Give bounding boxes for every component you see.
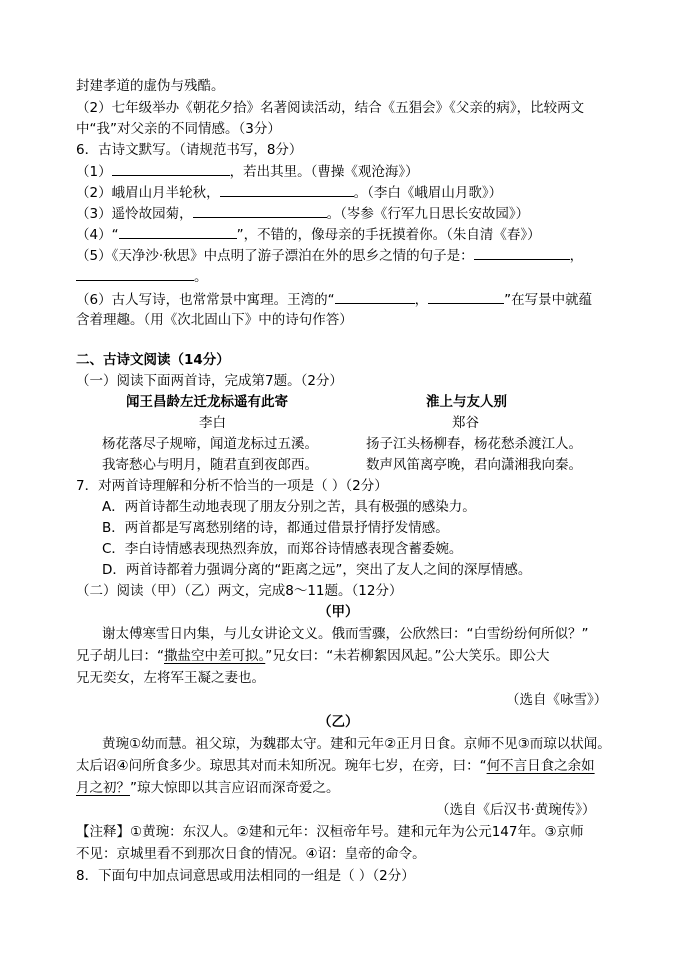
- poem1-line: 我寄愁心与明月，随君直到夜郎西。: [102, 457, 318, 473]
- underlined-sentence: 何不言日食之余如: [486, 758, 595, 774]
- text-line: （2）七年级举办《朝花夕拾》名著阅读活动，结合《五猖会》《父亲的病》，比较两文: [76, 100, 585, 116]
- part-2-heading: （二）阅读（甲）（乙）两文，完成8～11题。（12分）: [76, 583, 403, 599]
- poem1-author: 李白: [199, 415, 226, 431]
- text: （3）遥怜故园菊，: [76, 206, 193, 222]
- poem2-line: 数声风笛离亭晚，君向潇湘我向秦。: [366, 457, 582, 473]
- option-d: D．两首诗都着力强调分离的“距离之远”，突出了友人之间的深厚情感。: [102, 562, 532, 578]
- option-c: C．李白诗情感表现热烈奔放，而郑谷诗情感表现含蓄委婉。: [102, 541, 463, 557]
- answer-blank[interactable]: [428, 289, 504, 304]
- text-jia-line: [76, 646, 549, 666]
- poem2-author: 郑谷: [452, 415, 479, 431]
- text: ”兄女曰：“未若柳絮因风起。”公大笑乐。即公大: [265, 648, 550, 664]
- option-b: B．两首都是写离愁别绪的诗，都通过借景抒情抒发情感。: [102, 520, 449, 536]
- text: （1）: [76, 164, 112, 180]
- text: （2）峨眉山月半轮秋，: [76, 185, 220, 201]
- text-yi-line: [76, 756, 595, 776]
- underlined-sentence: 月之初？: [76, 780, 130, 796]
- text: （4）“: [76, 227, 119, 243]
- text: ，: [414, 292, 429, 308]
- text: ”在写景中就蕴: [504, 292, 593, 308]
- text: 兄子胡儿曰：“: [76, 648, 164, 664]
- answer-blank[interactable]: [335, 289, 415, 304]
- poem2-line: 扬子江头杨柳春，杨花愁杀渡江人。: [366, 436, 582, 452]
- text: ”，不错的，像母亲的手抚摸着你。（朱自清《春》）: [236, 227, 541, 243]
- text: （5）《天净沙·秋思》中点明了游子漂泊在外的思乡之情的句子是：: [76, 248, 474, 264]
- question-6-4: [76, 224, 541, 245]
- option-a: A．两首诗都生动地表现了朋友分别之苦，具有极强的感染力。: [102, 499, 476, 515]
- text-line: 中“我”对父亲的不同情感。（3分）: [76, 121, 281, 137]
- poem1-line: 杨花落尽子规啼，闻道龙标过五溪。: [102, 436, 318, 452]
- answer-blank[interactable]: [76, 266, 194, 281]
- question-6-2: [76, 182, 502, 203]
- text-line: 含着理趣。（用《次北固山下》中的诗句作答）: [76, 312, 353, 328]
- answer-blank[interactable]: [193, 203, 327, 218]
- answer-blank[interactable]: [220, 182, 354, 197]
- text-line: 封建孝道的虚伪与残酷。: [76, 78, 225, 94]
- question-6-5-cont: [76, 266, 208, 287]
- poem1-title: 闻王昌龄左迁龙标遥有此寄: [126, 394, 288, 410]
- text: ，: [569, 248, 584, 264]
- notes-line: 【注释】①黄琬：东汉人。②建和元年：汉桓帝年号。建和元年为公元147年。③京师: [76, 824, 584, 840]
- text: 。（李白《峨眉山月歌》）: [353, 185, 503, 201]
- text-jia-heading: （甲）: [318, 604, 359, 620]
- text-yi-line: [76, 778, 340, 798]
- question-6-1: [76, 161, 419, 182]
- text: （6）古人写诗，也常常景中寓理。王湾的“: [76, 292, 335, 308]
- text-yi-source: （选自《后汉书·黄琬传》）: [436, 802, 596, 818]
- question-6-heading: 6．古诗文默写。（请规范书写，8分）: [76, 142, 303, 158]
- text-yi-line: 黄琬①幼而慧。祖父琼，为魏郡太守。建和元年②正月日食。京师不见③而琼以状闻。: [102, 736, 611, 752]
- answer-blank[interactable]: [112, 161, 230, 176]
- text: ”琼大惊即以其言应诏而深奇爱之。: [130, 780, 340, 796]
- text: ，若出其里。（曹操《观沧海》）: [229, 164, 419, 180]
- underlined-sentence: 撒盐空中差可拟。: [164, 648, 266, 664]
- text-yi-heading: （乙）: [318, 714, 359, 730]
- text: 。（岑参《行军九日思长安故园》）: [326, 206, 530, 222]
- question-6-6: [76, 289, 592, 310]
- answer-blank[interactable]: [119, 224, 237, 239]
- text: 太后诏④问所食多少。琼思其对而未知所况。琬年七岁，在旁，曰：“: [76, 758, 487, 774]
- answer-blank[interactable]: [474, 245, 570, 260]
- text-jia-source: （选自《咏雪》）: [506, 692, 608, 708]
- poem2-title: 淮上与友人别: [426, 394, 507, 410]
- question-7: 7．对两首诗理解和分析不恰当的一项是（ ）（2分）: [76, 478, 388, 494]
- question-6-5: [76, 245, 583, 266]
- question-6-3: [76, 203, 529, 224]
- question-8: 8．下面句中加点词意思或用法相同的一组是（ ）（2分）: [76, 868, 415, 884]
- notes-line: 不见：京城里看不到那次日食的情况。④诏：皇帝的命令。: [76, 846, 426, 862]
- section-2-heading: 二、古诗文阅读（14分）: [76, 352, 230, 368]
- text-jia-line: 兄无奕女，左将军王凝之妻也。: [76, 670, 265, 686]
- part-1-heading: （一）阅读下面两首诗，完成第7题。（2分）: [76, 373, 343, 389]
- text-jia-line: 谢太傅寒雪日内集，与儿女讲论文义。俄而雪骤，公欣然曰：“白雪纷纷何所似？”: [102, 626, 589, 642]
- text: 。: [194, 269, 208, 285]
